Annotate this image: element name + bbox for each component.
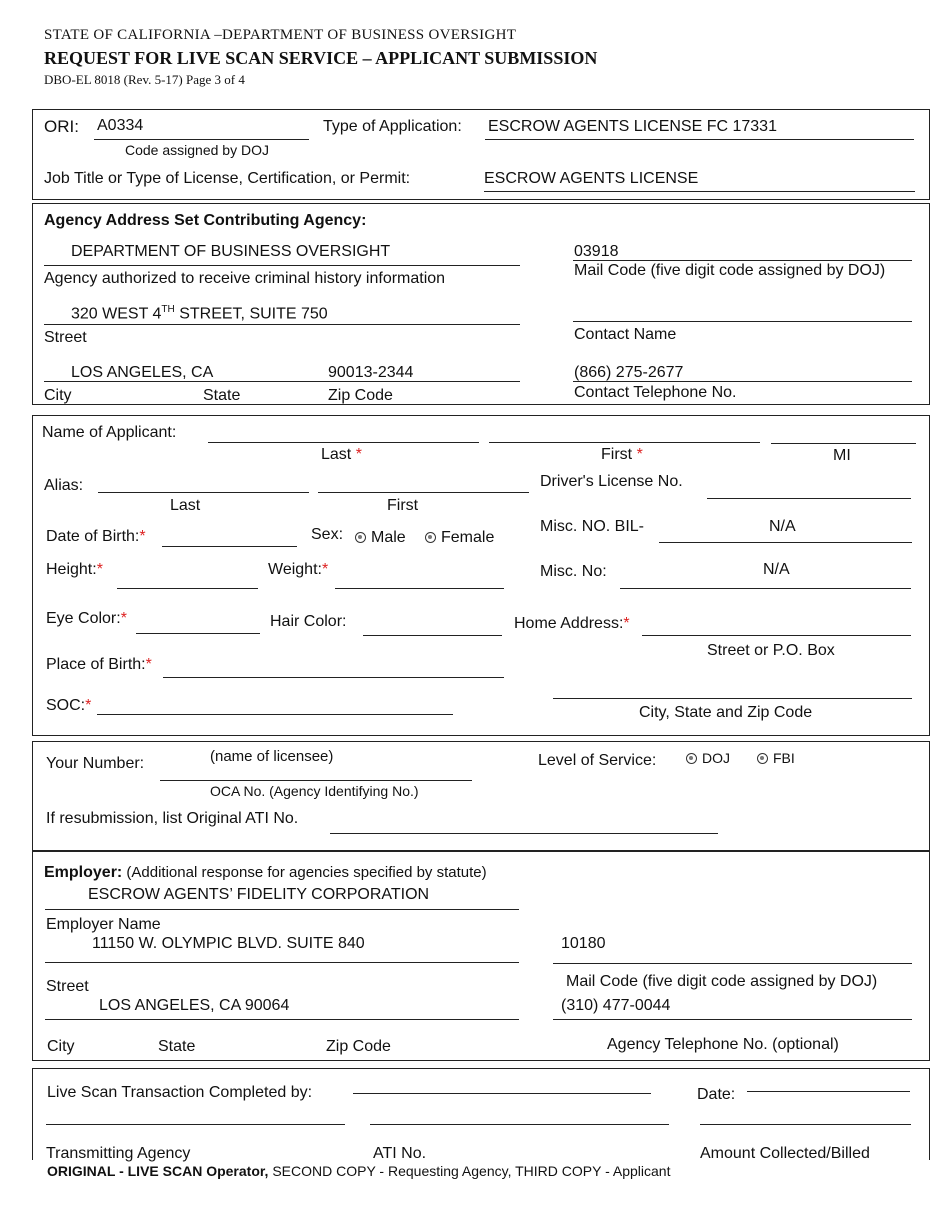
agency-mail-code-line <box>573 260 912 261</box>
agency-phone-caption: Contact Telephone No. <box>574 384 737 401</box>
hair-color-label: Hair Color: <box>270 613 347 630</box>
employer-mail-code-line <box>553 963 912 964</box>
ori-value[interactable]: A0334 <box>97 117 144 134</box>
eye-color-line[interactable] <box>136 633 260 634</box>
female-radio-icon[interactable] <box>425 532 436 543</box>
dob-line[interactable] <box>162 546 297 547</box>
hair-color-line[interactable] <box>363 635 502 636</box>
employer-phone-line <box>553 1019 912 1020</box>
employer-city-line <box>45 1019 519 1020</box>
ori-caption: Code assigned by DOJ <box>125 142 269 158</box>
alias-last-caption: Last <box>170 497 201 514</box>
height-line[interactable] <box>117 588 258 589</box>
alias-last-line[interactable] <box>98 492 309 493</box>
level-of-service-label: Level of Service: <box>538 752 657 769</box>
ori-line <box>94 139 309 140</box>
street-po-caption: Street or P.O. Box <box>707 642 835 659</box>
agency-street-line <box>44 324 520 325</box>
agency-name-line <box>44 265 520 266</box>
misc-no-line <box>620 588 911 589</box>
city-state-zip-caption: City, State and Zip Code <box>639 704 813 721</box>
city-state-zip-line[interactable] <box>553 698 912 699</box>
sex-female-option[interactable]: Female <box>425 529 494 547</box>
place-of-birth-label: Place of Birth:* <box>46 656 152 673</box>
agency-phone-line <box>573 381 912 382</box>
employer-street-line <box>45 962 519 963</box>
employer-city-caption: City <box>47 1038 75 1055</box>
amount-caption: Amount Collected/Billed <box>700 1145 870 1162</box>
fbi-radio-icon[interactable] <box>757 753 768 764</box>
resubmission-line[interactable] <box>330 833 718 834</box>
soc-label: SOC:* <box>46 697 92 714</box>
agency-mail-code-caption: Mail Code (five digit code assigned by DOJ) <box>574 262 886 279</box>
place-of-birth-line[interactable] <box>163 677 504 678</box>
contact-name-caption: Contact Name <box>574 326 677 343</box>
applicant-name-label: Name of Applicant: <box>42 424 177 441</box>
employer-name-line <box>45 909 519 910</box>
form-title: REQUEST FOR LIVE SCAN SERVICE – APPLICANT SUBMISSION <box>44 48 598 68</box>
weight-label: Weight:* <box>268 561 329 578</box>
ati-line[interactable] <box>370 1124 669 1125</box>
male-radio-icon[interactable] <box>355 532 366 543</box>
middle-initial-line[interactable] <box>771 443 916 444</box>
employer-phone[interactable]: (310) 477-0044 <box>561 997 671 1014</box>
soc-line[interactable] <box>97 714 453 715</box>
header-agency: STATE OF CALIFORNIA –DEPARTMENT OF BUSINESS OVERSIGHT <box>44 27 517 43</box>
ori-label: ORI: <box>44 117 79 136</box>
middle-initial-caption: MI <box>833 447 851 464</box>
transmitting-agency-caption: Transmitting Agency <box>46 1145 191 1162</box>
application-type-label: Type of Application: <box>323 118 462 135</box>
drivers-license-line[interactable] <box>707 498 911 499</box>
weight-line[interactable] <box>335 588 504 589</box>
amount-line[interactable] <box>700 1124 911 1125</box>
alias-first-line[interactable] <box>318 492 529 493</box>
first-name-caption: First * <box>601 446 643 463</box>
livescan-date-label: Date: <box>697 1086 736 1103</box>
employer-section <box>32 851 930 1061</box>
form-id: DBO-EL 8018 (Rev. 5-17) Page 3 of 4 <box>44 72 245 87</box>
last-name-caption: Last * <box>321 446 362 463</box>
first-name-line[interactable] <box>489 442 760 443</box>
eye-color-label: Eye Color:* <box>46 610 127 627</box>
agency-street[interactable]: 320 WEST 4TH STREET, SUITE 750 <box>71 304 328 323</box>
job-title-label: Job Title or Type of License, Certification, or Permit: <box>44 170 411 187</box>
height-label: Height:* <box>46 561 103 578</box>
alias-label: Alias: <box>44 477 84 494</box>
level-doj-option[interactable]: DOJ <box>686 750 730 766</box>
application-type-line <box>485 139 914 140</box>
home-address-label: Home Address:* <box>514 615 630 632</box>
agency-mail-code[interactable]: 03918 <box>574 243 619 260</box>
ati-caption: ATI No. <box>373 1145 427 1162</box>
employer-heading: Employer: (Additional response for agencies specified by statute) <box>44 864 487 881</box>
your-number-label: Your Number: <box>46 755 145 772</box>
resubmission-label: If resubmission, list Original ATI No. <box>46 810 299 827</box>
level-fbi-option[interactable]: FBI <box>757 750 795 766</box>
job-title-value[interactable]: ESCROW AGENTS LICENSE <box>484 170 699 187</box>
livescan-date-line[interactable] <box>747 1091 910 1092</box>
employer-zip-caption: Zip Code <box>326 1038 391 1055</box>
livescan-completed-label: Live Scan Transaction Completed by: <box>47 1084 313 1101</box>
sex-male-option[interactable]: Male <box>355 529 406 547</box>
contact-name-line <box>573 321 912 322</box>
employer-state-caption: State <box>158 1038 196 1055</box>
copy-distribution-footer: ORIGINAL - LIVE SCAN Operator, SECOND COPY - Requesting Agency, THIRD COPY - Applicant <box>47 1163 671 1179</box>
applicant-section <box>32 415 930 736</box>
doj-radio-icon[interactable] <box>686 753 697 764</box>
employer-mail-code[interactable]: 10180 <box>561 935 606 952</box>
employer-name[interactable]: ESCROW AGENTS’ FIDELITY CORPORATION <box>88 886 430 903</box>
sex-label: Sex: <box>311 526 344 543</box>
drivers-license-label: Driver's License No. <box>540 473 683 490</box>
home-address-line[interactable] <box>642 635 911 636</box>
misc-bil-label: Misc. NO. BIL- <box>540 518 645 535</box>
employer-phone-caption: Agency Telephone No. (optional) <box>607 1036 839 1053</box>
agency-zip[interactable]: 90013-2344 <box>328 364 414 381</box>
job-title-line <box>484 191 915 192</box>
oca-line[interactable] <box>160 780 472 781</box>
agency-zip-caption: Zip Code <box>328 387 393 404</box>
alias-first-caption: First <box>387 497 419 514</box>
agency-street-caption: Street <box>44 329 87 346</box>
employer-name-caption: Employer Name <box>46 916 161 933</box>
agency-phone[interactable]: (866) 275-2677 <box>574 364 684 381</box>
agency-name[interactable]: DEPARTMENT OF BUSINESS OVERSIGHT <box>71 243 391 260</box>
livescan-completed-line[interactable] <box>353 1093 651 1094</box>
employer-street-caption: Street <box>46 978 89 995</box>
employer-city[interactable]: LOS ANGELES, CA 90064 <box>99 997 290 1014</box>
licensee-note: (name of licensee) <box>210 748 334 765</box>
agency-state-caption: State <box>203 387 241 404</box>
misc-bil-value[interactable]: N/A <box>769 518 796 535</box>
dob-label: Date of Birth:* <box>46 528 146 545</box>
oca-caption: OCA No. (Agency Identifying No.) <box>210 783 419 799</box>
misc-no-label: Misc. No: <box>540 563 607 580</box>
agency-city[interactable]: LOS ANGELES, CA <box>71 364 214 381</box>
agency-city-caption: City <box>44 387 72 404</box>
employer-street[interactable]: 11150 W. OLYMPIC BLVD. SUITE 840 <box>92 935 365 952</box>
agency-heading: Agency Address Set Contributing Agency: <box>44 212 367 229</box>
last-name-line[interactable] <box>208 442 479 443</box>
employer-mail-code-caption: Mail Code (five digit code assigned by DOJ) <box>566 973 878 990</box>
service-section <box>32 741 930 851</box>
misc-no-value[interactable]: N/A <box>763 561 790 578</box>
transmitting-agency-line[interactable] <box>46 1124 345 1125</box>
agency-city-line <box>44 381 520 382</box>
agency-name-caption: Agency authorized to receive criminal history information <box>44 270 446 287</box>
misc-bil-line <box>659 542 912 543</box>
application-type-value[interactable]: ESCROW AGENTS LICENSE FC 17331 <box>488 118 777 135</box>
